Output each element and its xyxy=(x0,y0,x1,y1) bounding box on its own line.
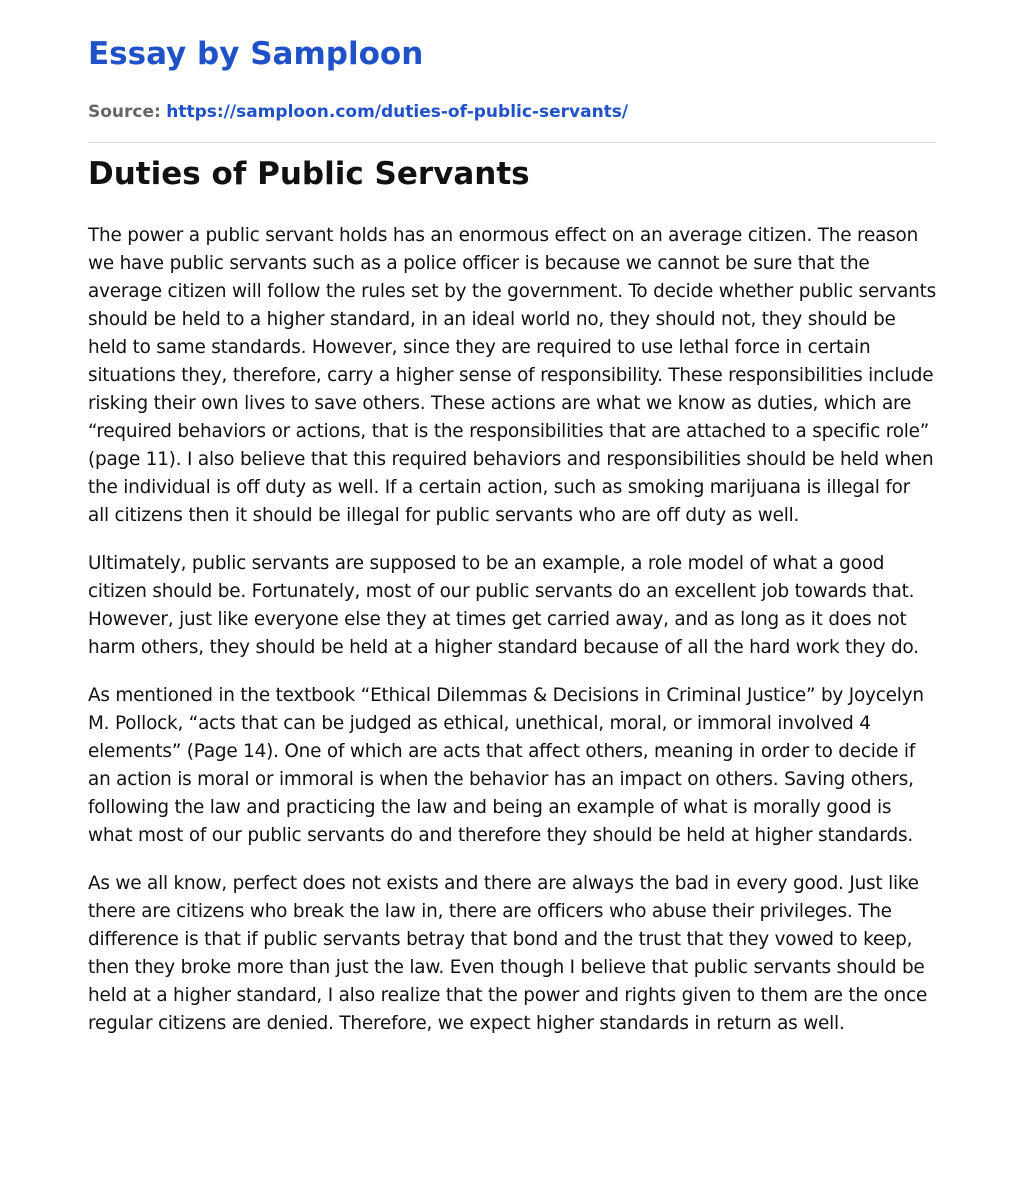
source-label: Source: xyxy=(88,102,161,122)
essay-paragraph-4: As we all know, perfect does not exists and there are always the bad in every good. Just like there are citizens who break the law in, there are officers who abuse their privileges. The difference is that if public servants betray that bond and the trust that they vowed to keep, then they broke more than just the law. Even though I believe that public servants should be held at a higher standard, I also realize that the power and rights given to them are the once regular citizens are denied. Therefore, we expect higher standards in return as well. xyxy=(88,873,928,1034)
source-link[interactable]: https://samploon.com/duties-of-public-servants/ xyxy=(166,102,629,122)
essay-paragraph-3: As mentioned in the textbook “Ethical Dilemmas & Decisions in Criminal Justice” by Joycelyn M. Pollock, “acts that can be judged as ethical, unethical, moral, or immoral involved 4 elements” (Page 14). One of which are acts that affect others, meaning in order to decide if an action is moral or immoral is when the behavior has an impact on others. Saving others, following the law and practicing the law and being an example of what is morally good is what most of our public servants do and therefore they should be held at higher standards. xyxy=(88,685,924,846)
site-brand-title: Essay by Samploon xyxy=(88,36,424,72)
essay-title: Duties of Public Servants xyxy=(88,156,530,192)
source-line xyxy=(88,102,628,122)
essay-paragraph-2: Ultimately, public servants are supposed to be an example, a role model of what a good citizen should be. Fortunately, most of our public servants do an excellent job towards that. However, just like everyone else they at times get carried away, and as long as it does not harm others, they should be held at a higher standard because of all the hard work they do. xyxy=(88,553,919,658)
essay-paragraph-1: The power a public servant holds has an enormous effect on an average citizen. The reason we have public servants such as a police officer is because we cannot be sure that the average citizen will follow the rules set by the government. To decide whether public servants should be held to a higher standard, in an ideal world no, they should not, they should be held to same standards. However, since they are required to use lethal force in certain situations they, therefore, carry a higher sense of responsibility. These responsibilities include risking their own lives to save others. These actions are what we know as duties, which are “required behaviors or actions, that is the responsibilities that are attached to a specific role” (page 11). I also believe that this required behaviors and responsibilities should be held when the individual is off duty as well. If a certain action, such as smoking marijuana is illegal for all citizens then it should be illegal for public servants who are off duty as well. xyxy=(88,225,937,526)
header-divider xyxy=(88,142,936,143)
essay-body xyxy=(88,222,936,1058)
